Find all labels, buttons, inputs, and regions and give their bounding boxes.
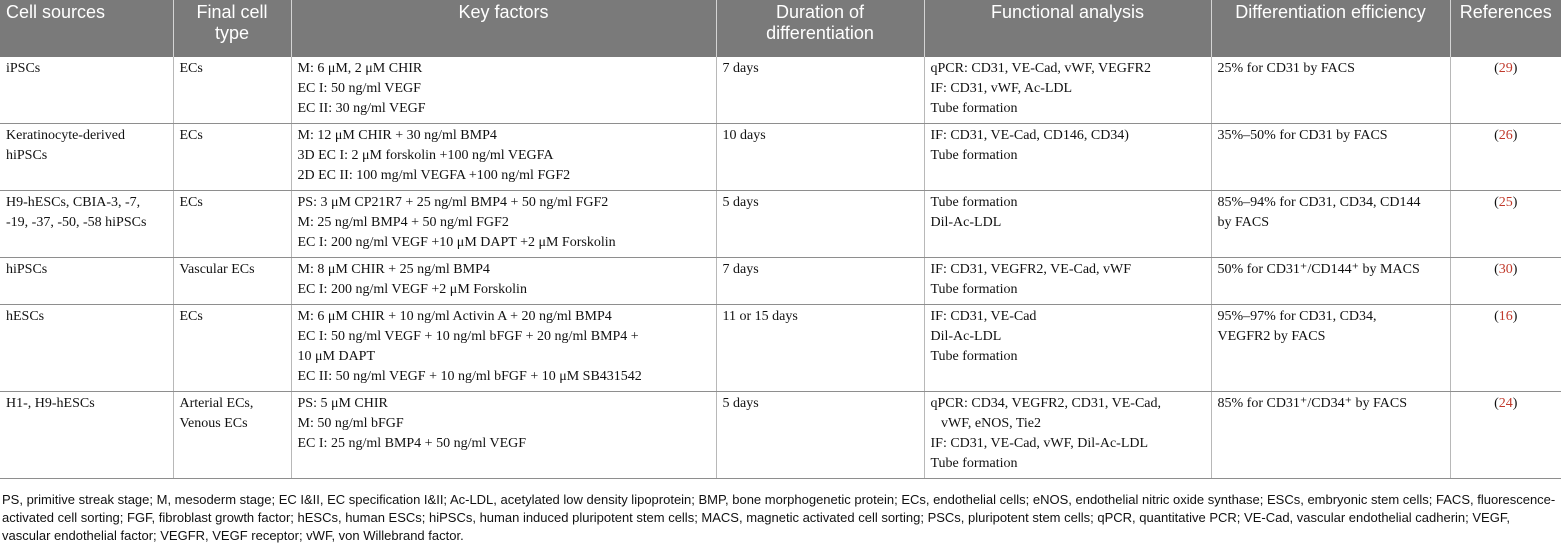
cell-line: hiPSCs — [6, 148, 48, 163]
reference-cell: (24) — [1450, 392, 1561, 479]
cell-line: qPCR: CD31, VE-Cad, vWF, VEGFR2 — [930, 61, 1151, 76]
cell-line: Dil-Ac-LDL — [930, 215, 1002, 230]
cell-line: M: 50 ng/ml bFGF — [297, 416, 404, 431]
cell-line: -19, -37, -50, -58 hiPSCs — [6, 215, 147, 230]
table-header-row — [0, 0, 1561, 57]
functional-analysis-cell — [924, 392, 1211, 479]
duration-cell — [716, 191, 924, 258]
cell-source-cell — [0, 392, 173, 479]
efficiency-cell — [1211, 305, 1450, 392]
cell-line: Tube formation — [930, 456, 1018, 471]
cell-line: M: 12 μM CHIR + 30 ng/ml BMP4 — [297, 128, 497, 143]
header-final-cell-type: Final cell type — [173, 0, 291, 57]
reference-link[interactable]: 30 — [1498, 262, 1513, 277]
cell-line: EC II: 50 ng/ml VEGF + 10 ng/ml bFGF + 10 μM SB431542 — [297, 369, 642, 384]
cell-line: Tube formation — [930, 195, 1018, 210]
cell-line: Dil-Ac-LDL — [930, 329, 1002, 344]
cell-line: Tube formation — [930, 349, 1018, 364]
final-cell-type-cell — [173, 57, 291, 124]
table-row — [0, 57, 1561, 124]
header-cell-sources: Cell sources — [0, 0, 173, 57]
cell-line: EC I: 200 ng/ml VEGF +2 μM Forskolin — [297, 282, 527, 297]
cell-line: M: 8 μM CHIR + 25 ng/ml BMP4 — [297, 262, 490, 277]
cell-line: iPSCs — [6, 61, 41, 76]
key-factors-cell — [291, 305, 716, 392]
duration-cell — [716, 258, 924, 305]
efficiency-cell — [1211, 258, 1450, 305]
table-row — [0, 124, 1561, 191]
cell-line: hiPSCs — [6, 262, 48, 277]
cell-line: 11 or 15 days — [722, 309, 798, 324]
cell-line: Tube formation — [930, 148, 1018, 163]
cell-line: 85%–94% for CD31, CD34, CD144 — [1217, 195, 1421, 210]
cell-line: EC I: 25 ng/ml BMP4 + 50 ng/ml VEGF — [297, 436, 527, 451]
cell-line: EC I: 50 ng/ml VEGF + 10 ng/ml bFGF + 20 ng/ml BMP4 + — [297, 329, 639, 344]
cell-line: EC I: 200 ng/ml VEGF +10 μM DAPT +2 μM Forskolin — [297, 235, 616, 250]
cell-line: 50% for CD31⁺/CD144⁺ by MACS — [1217, 262, 1420, 277]
key-factors-cell — [291, 392, 716, 479]
cell-line: Tube formation — [930, 101, 1018, 116]
cell-line: 7 days — [722, 262, 759, 277]
cell-line: H9-hESCs, CBIA-3, -7, — [6, 195, 141, 210]
cell-line: qPCR: CD34, VEGFR2, CD31, VE-Cad, — [930, 396, 1162, 411]
cell-line: EC II: 30 ng/ml VEGF — [297, 101, 426, 116]
reference-link[interactable]: 16 — [1498, 309, 1513, 324]
cell-line: 5 days — [722, 195, 759, 210]
cell-line: 10 days — [722, 128, 766, 143]
efficiency-cell — [1211, 124, 1450, 191]
cell-line: M: 6 μM CHIR + 10 ng/ml Activin A + 20 ng/ml BMP4 — [297, 309, 612, 324]
duration-cell — [716, 305, 924, 392]
duration-cell — [716, 392, 924, 479]
cell-source-cell — [0, 258, 173, 305]
cell-line: IF: CD31, VE-Cad, vWF, Dil-Ac-LDL — [930, 436, 1149, 451]
key-factors-cell — [291, 124, 716, 191]
cell-line: 25% for CD31 by FACS — [1217, 61, 1355, 76]
table-row — [0, 258, 1561, 305]
key-factors-cell — [291, 258, 716, 305]
functional-analysis-cell — [924, 57, 1211, 124]
final-cell-type-cell — [173, 124, 291, 191]
cell-line: 85% for CD31⁺/CD34⁺ by FACS — [1217, 396, 1408, 411]
cell-line: M: 25 ng/ml BMP4 + 50 ng/ml FGF2 — [297, 215, 509, 230]
reference-cell: (25) — [1450, 191, 1561, 258]
cell-line: ECs — [179, 61, 203, 76]
reference-link[interactable]: 26 — [1498, 128, 1513, 143]
cell-line: H1-, H9-hESCs — [6, 396, 95, 411]
cell-line: EC I: 50 ng/ml VEGF — [297, 81, 421, 96]
reference-link[interactable]: 24 — [1498, 396, 1513, 411]
header-duration: Duration of differentiation — [716, 0, 924, 57]
efficiency-cell — [1211, 392, 1450, 479]
cell-source-cell — [0, 191, 173, 258]
reference-cell: (16) — [1450, 305, 1561, 392]
cell-line: 10 μM DAPT — [297, 349, 376, 364]
reference-cell: (29) — [1450, 57, 1561, 124]
functional-analysis-cell — [924, 305, 1211, 392]
header-functional-analysis: Functional analysis — [924, 0, 1211, 57]
cell-line: by FACS — [1217, 215, 1269, 230]
reference-link[interactable]: 29 — [1498, 61, 1513, 76]
cell-line: IF: CD31, VEGFR2, VE-Cad, vWF — [930, 262, 1132, 277]
cell-line: PS: 3 μM CP21R7 + 25 ng/ml BMP4 + 50 ng/ml FGF2 — [297, 195, 609, 210]
table-row — [0, 392, 1561, 479]
table-footnote: PS, primitive streak stage; M, mesoderm stage; EC I&II, EC specification I&II; Ac-LDL, acetylated low density lipoprotein; BMP, bone morphogenetic protein; ECs, endothelial cells; eNOS, endothelial nitric oxide synthase; ESCs, embryonic stem cells; FACS, fluorescence-activated cell sorting; FGF, fibroblast growth factor; hESCs, human ESCs; hiPSCs, human induced pluripotent stem cells; MACS, magnetic activated cell sorting; PSCs, pluripotent stem cells; qPCR, quantitative PCR; VE-Cad, vascular endothelial cadherin; VEGF, vascular endothelial factor; VEGFR, VEGF receptor; vWF, von Willebrand factor. — [2, 492, 1556, 543]
final-cell-type-cell — [173, 392, 291, 479]
cell-line: 35%–50% for CD31 by FACS — [1217, 128, 1388, 143]
cell-line: Venous ECs — [179, 416, 248, 431]
cell-line: 7 days — [722, 61, 759, 76]
final-cell-type-cell — [173, 191, 291, 258]
header-references: References — [1450, 0, 1561, 57]
cell-line: Arterial ECs, — [179, 396, 254, 411]
cell-line: IF: CD31, VE-Cad, CD146, CD34) — [930, 128, 1129, 143]
cell-source-cell — [0, 305, 173, 392]
cell-line: M: 6 μM, 2 μM CHIR — [297, 61, 423, 76]
duration-cell — [716, 124, 924, 191]
efficiency-cell — [1211, 57, 1450, 124]
cell-line: Keratinocyte-derived — [6, 128, 125, 143]
functional-analysis-cell — [924, 258, 1211, 305]
duration-cell — [716, 57, 924, 124]
cell-line: hESCs — [6, 309, 45, 324]
cell-line: Vascular ECs — [179, 262, 255, 277]
efficiency-cell — [1211, 191, 1450, 258]
reference-link[interactable]: 25 — [1498, 195, 1513, 210]
cell-line: ECs — [179, 128, 203, 143]
cell-line: 3D EC I: 2 μM forskolin +100 ng/ml VEGFA — [297, 148, 554, 163]
header-key-factors: Key factors — [291, 0, 716, 57]
table-body — [0, 57, 1561, 479]
header-differentiation-efficiency: Differentiation efficiency — [1211, 0, 1450, 57]
key-factors-cell — [291, 57, 716, 124]
cell-line: 2D EC II: 100 mg/ml VEGFA +100 ng/ml FGF2 — [297, 168, 571, 183]
functional-analysis-cell — [924, 191, 1211, 258]
cell-source-cell — [0, 124, 173, 191]
table-row — [0, 191, 1561, 258]
cell-line: ECs — [179, 195, 203, 210]
table-row — [0, 305, 1561, 392]
cell-source-cell — [0, 57, 173, 124]
key-factors-cell — [291, 191, 716, 258]
cell-line: PS: 5 μM CHIR — [297, 396, 388, 411]
cell-line: ECs — [179, 309, 203, 324]
reference-cell: (30) — [1450, 258, 1561, 305]
cell-line: Tube formation — [930, 282, 1018, 297]
cell-line: 95%–97% for CD31, CD34, — [1217, 309, 1377, 324]
cell-line: VEGFR2 by FACS — [1217, 329, 1326, 344]
final-cell-type-cell — [173, 305, 291, 392]
cell-line: 5 days — [722, 396, 759, 411]
cell-line: IF: CD31, VE-Cad — [930, 309, 1037, 324]
final-cell-type-cell — [173, 258, 291, 305]
functional-analysis-cell — [924, 124, 1211, 191]
cell-line: vWF, eNOS, Tie2 — [930, 416, 1042, 431]
reference-cell: (26) — [1450, 124, 1561, 191]
cell-line: IF: CD31, vWF, Ac-LDL — [930, 81, 1073, 96]
